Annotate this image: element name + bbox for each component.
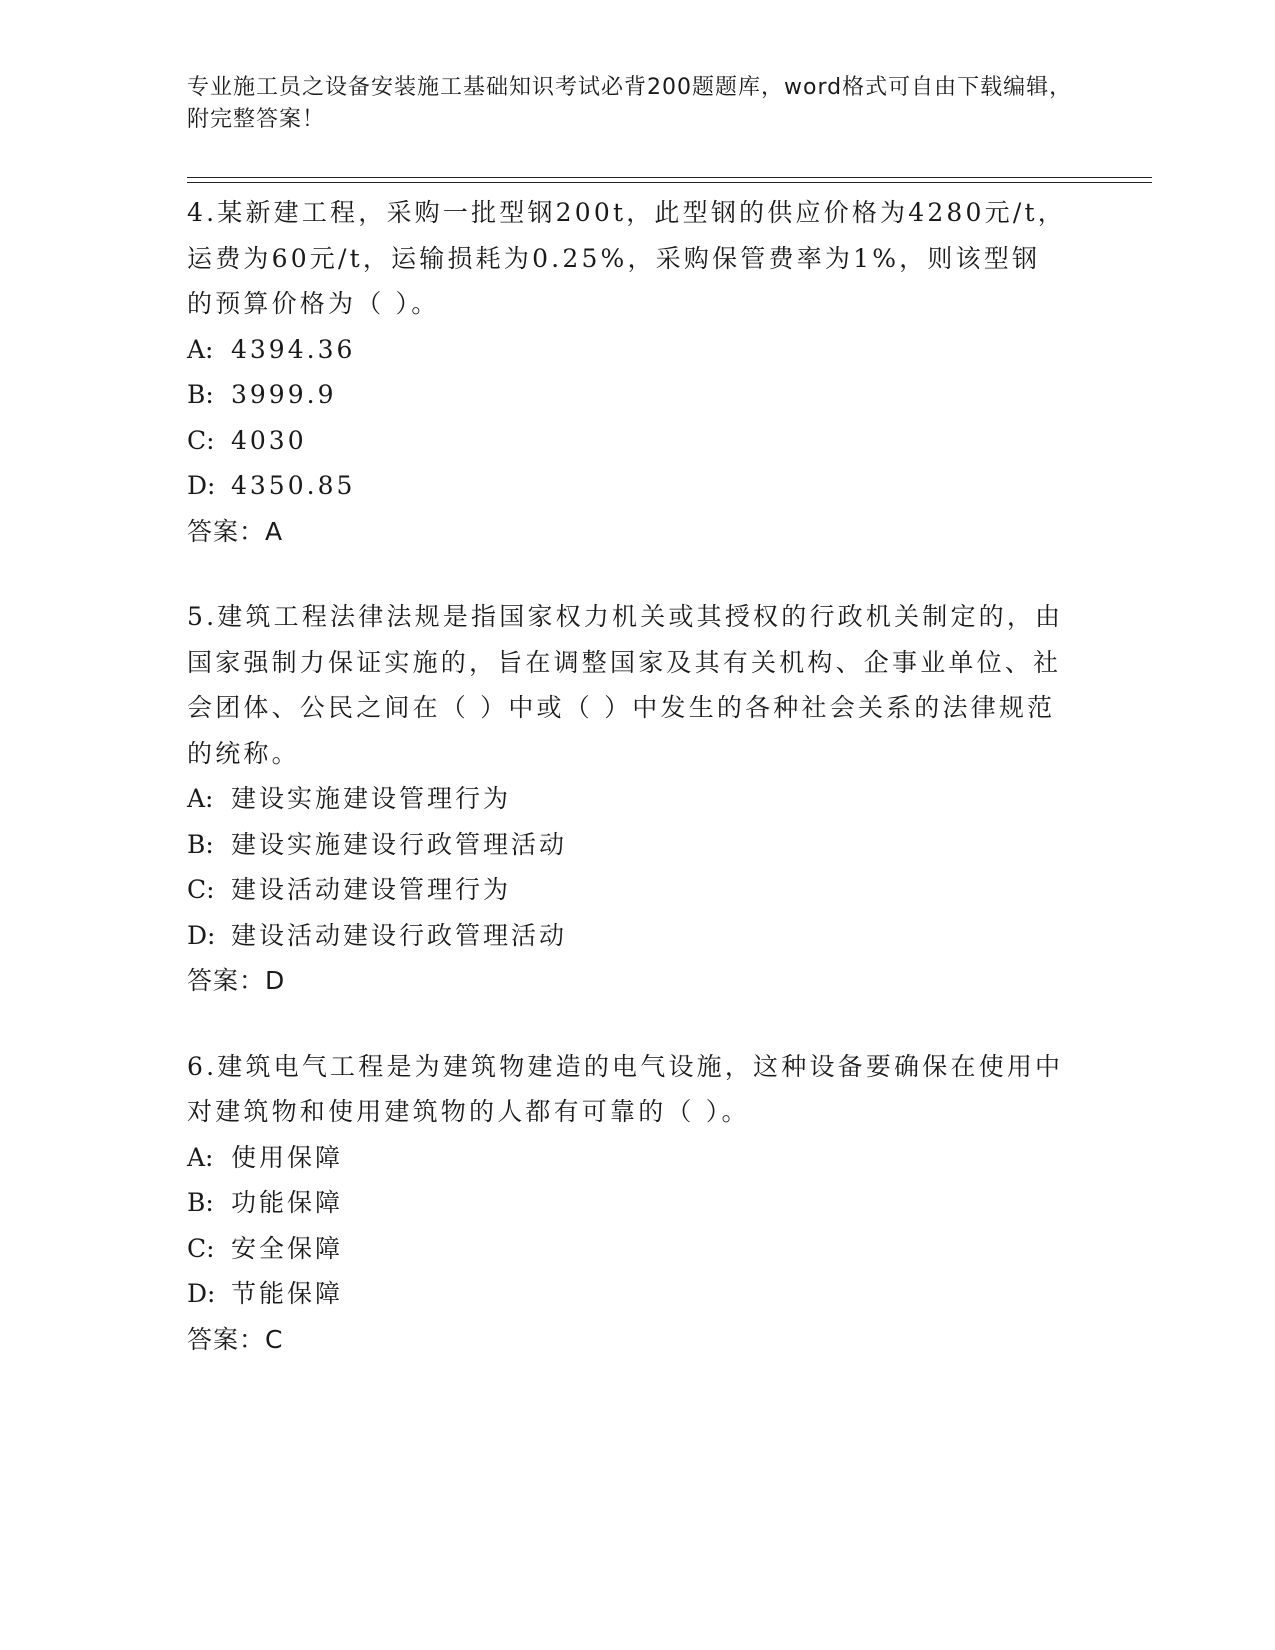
option-b (187, 1180, 1067, 1226)
question-stem: 4.某新建工程，采购一批型钢200t，此型钢的供应价格为4280元/t，运费为60元/t，运输损耗为0.25%，采购保管费率为1%，则该型钢的预算价格为（ ）。 (187, 198, 1066, 318)
question-5 (187, 594, 1067, 1004)
option-key: D: (187, 1279, 216, 1308)
option-text: 使用保障 (231, 1142, 344, 1172)
option-b (187, 372, 1067, 418)
option-key: A: (187, 334, 214, 364)
option-key: A: (187, 1142, 214, 1172)
option-d (187, 913, 1067, 959)
option-key: B: (187, 1188, 214, 1217)
question-stem: 5.建筑工程法律法规是指国家权力机关或其授权的行政机关制定的，由国家强制力保证实施的，旨在调整国家及其有关机构、企事业单位、社会团体、公民之间在（ ）中或（ ）中发生的各种社会关系的法律规范的统称。 (187, 602, 1064, 768)
option-b (187, 822, 1067, 868)
option-key: D: (187, 920, 216, 950)
option-text: 4350.85 (231, 471, 356, 500)
answer-line: 答案：A (187, 516, 284, 546)
option-key: C: (187, 875, 215, 904)
question-4 (187, 190, 1067, 554)
option-text: 建设实施建设管理行为 (231, 784, 512, 813)
option-c (187, 867, 1067, 913)
option-text: 建设活动建设管理行为 (231, 875, 512, 904)
option-d (187, 463, 1067, 509)
option-text: 功能保障 (231, 1188, 344, 1217)
option-key: A: (187, 784, 214, 813)
option-c (187, 418, 1067, 464)
question-6 (187, 1044, 1067, 1363)
header-divider-bottom (187, 182, 1152, 183)
option-text: 节能保障 (231, 1279, 344, 1308)
document-header: 专业施工员之设备安装施工基础知识考试必背200题题库，word格式可自由下载编辑，附完整答案！ (187, 75, 1073, 132)
option-key: D: (187, 471, 216, 500)
option-text: 3999.9 (231, 380, 337, 409)
option-key: C: (187, 1233, 215, 1263)
answer-line: 答案：D (187, 966, 286, 995)
option-key: C: (187, 425, 215, 455)
option-a (187, 776, 1067, 822)
option-c (187, 1226, 1067, 1272)
option-a (187, 1135, 1067, 1181)
option-d (187, 1271, 1067, 1317)
header-divider-top (187, 177, 1152, 178)
option-text: 安全保障 (231, 1233, 344, 1263)
option-a (187, 327, 1067, 373)
question-stem: 6.建筑电气工程是为建筑物建造的电气设施，这种设备要确保在使用中对建筑物和使用建筑物的人都有可靠的（ ）。 (187, 1051, 1064, 1126)
option-text: 4030 (231, 425, 307, 455)
option-text: 建设实施建设行政管理活动 (231, 829, 568, 859)
option-key: B: (187, 829, 214, 859)
answer-line: 答案：C (187, 1324, 284, 1354)
question-list (187, 190, 1067, 1402)
option-text: 建设活动建设行政管理活动 (231, 920, 568, 950)
option-key: B: (187, 380, 214, 409)
option-text: 4394.36 (231, 334, 356, 364)
